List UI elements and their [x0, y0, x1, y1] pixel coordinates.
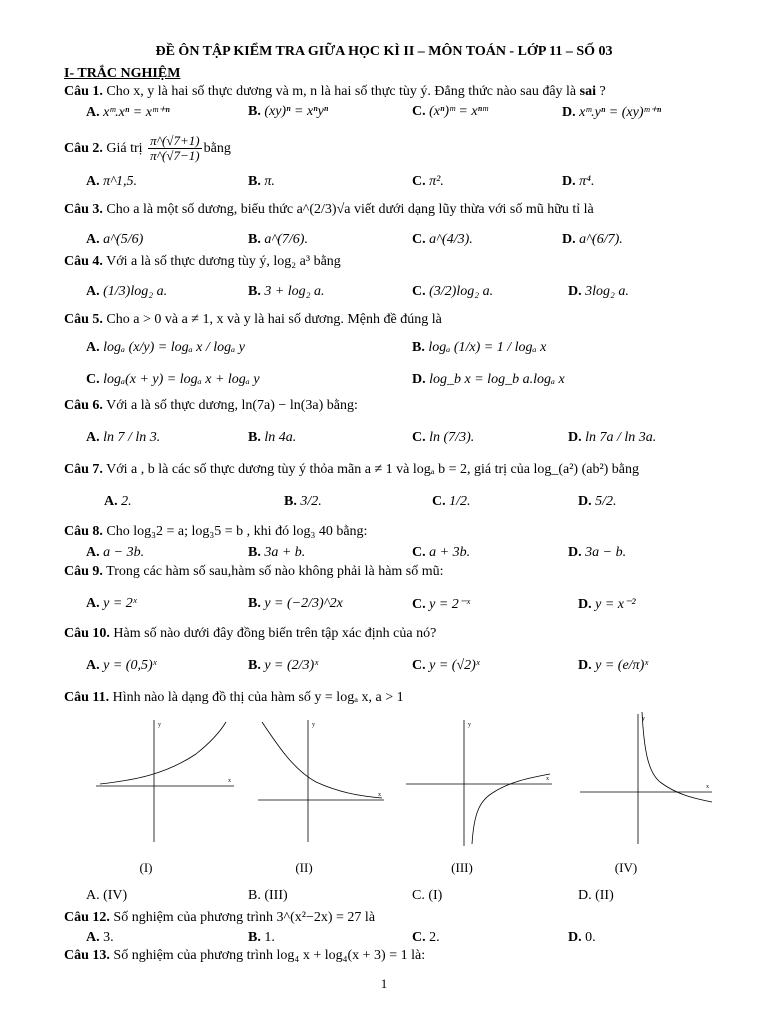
q12-option-a[interactable]: A. 3.	[86, 930, 114, 945]
q4-option-a[interactable]: A. (1/3)log₂ a.	[86, 284, 168, 299]
q1-option-b[interactable]: B. (xy)ⁿ = xⁿyⁿ	[248, 104, 329, 119]
q9-option-d[interactable]: D. y = x⁻²	[578, 597, 636, 612]
question-3: Câu 3. Cho a là một số dương, biểu thức a^(2/3)√a viết dưới dạng lũy thừa với số mũ hữu tỉ là	[64, 202, 594, 217]
q8-option-b[interactable]: B. 3a + b.	[248, 545, 306, 560]
question-9: Câu 9. Trong các hàm số sau,hàm số nào không phải là hàm số mũ:	[64, 564, 444, 579]
q10-option-c[interactable]: C. y = (√2)ˣ	[412, 658, 480, 673]
exam-title: ĐỀ ÔN TẬP KIỂM TRA GIỮA HỌC KÌ II – MÔN TOÁN - LỚP 11 – SỐ 03	[155, 44, 613, 59]
q5-option-c[interactable]: C. logₐ(x + y) = logₐ x + logₐ y	[86, 372, 260, 387]
q7-option-d[interactable]: D. 5/2.	[578, 494, 617, 509]
q9-option-b[interactable]: B. y = (−2/3)^2x	[248, 596, 343, 611]
q7-option-b[interactable]: B. 3/2.	[284, 494, 322, 509]
q5-option-d[interactable]: D. log_b x = log_b a.logₐ x	[412, 372, 565, 387]
question-5: Câu 5. Cho a > 0 và a ≠ 1, x và y là hai số dương. Mệnh đề đúng là	[64, 312, 442, 327]
q3-option-a[interactable]: A. a^(5/6)	[86, 232, 144, 247]
q6-option-d[interactable]: D. ln 7a / ln 3a.	[568, 430, 657, 445]
graph-2	[258, 716, 386, 844]
question-7: Câu 7. Với a , b là các số thực dương tùy ý thỏa mãn a ≠ 1 và logₐ b = 2, giá trị của log_(a²) (ab²) bằng	[64, 462, 640, 477]
q12-option-b[interactable]: B. 1.	[248, 930, 275, 945]
q1-option-c[interactable]: C. (xⁿ)ᵐ = xⁿᵐ	[412, 104, 488, 119]
q11-option-a[interactable]: A. (IV)	[86, 888, 128, 903]
svg-text:x: x	[546, 776, 549, 782]
q6-option-c[interactable]: C. ln (7/3).	[412, 430, 475, 445]
question-13: Câu 13. Số nghiệm của phương trình log₄ x + log₄(x + 3) = 1 là:	[64, 948, 426, 963]
question-6: Câu 6. Với a là số thực dương, ln(7a) − ln(3a) bằng:	[64, 398, 358, 413]
svg-text:x: x	[228, 778, 231, 784]
q3-option-d[interactable]: D. a^(6/7).	[562, 232, 623, 247]
graph-1	[96, 716, 236, 844]
graph-label-2: (II)	[295, 860, 313, 875]
graph-3	[406, 716, 554, 848]
question-10: Câu 10. Hàm số nào dưới đây đồng biến trên tập xác định của nó?	[64, 626, 437, 641]
q4-option-c[interactable]: C. (3/2)log₂ a.	[412, 284, 494, 299]
question-11: Câu 11. Hình nào là dạng đồ thị của hàm số y = logₐ x, a > 1	[64, 690, 404, 705]
svg-text:x: x	[378, 792, 381, 798]
question-8: Câu 8. Cho log₃2 = a; log₃5 = b , khi đó log₃ 40 bằng:	[64, 524, 368, 539]
q10-option-a[interactable]: A. y = (0,5)ˣ	[86, 658, 157, 673]
q7-option-a[interactable]: A. 2.	[104, 494, 132, 509]
question-12: Câu 12. Số nghiệm của phương trình 3^(x²−2x) = 27 là	[64, 910, 376, 925]
q8-option-c[interactable]: C. a + 3b.	[412, 545, 471, 560]
q1-option-d[interactable]: D. xᵐ.yⁿ = (xy)ᵐ⁺ⁿ	[562, 105, 662, 120]
graph-label-4: (IV)	[614, 860, 638, 875]
q10-option-d[interactable]: D. y = (e/π)ˣ	[578, 658, 649, 673]
graph-label-1: (I)	[139, 860, 153, 875]
q2-fraction: $\frac{\pi\^{}(√7+1)}{\pi\^{}(√7-1)}$	[150, 133, 200, 164]
q1-option-a[interactable]: A. xᵐ.xⁿ = xᵐ⁺ⁿ	[86, 105, 170, 120]
q2-option-d[interactable]: D. π⁴.	[562, 174, 595, 189]
q11-option-b[interactable]: B. (III)	[248, 888, 288, 903]
graph-label-3: (III)	[451, 860, 473, 875]
graph-4	[580, 710, 714, 846]
q7-option-c[interactable]: C. 1/2.	[432, 494, 471, 509]
svg-text:x: x	[706, 784, 709, 790]
page-number: 1	[380, 976, 388, 991]
q9-option-c[interactable]: C. y = 2⁻ˣ	[412, 597, 471, 612]
question-4: Câu 4. Với a là số thực dương tùy ý, log₂ a³ bằng	[64, 254, 341, 269]
q6-option-b[interactable]: B. ln 4a.	[248, 430, 297, 445]
q9-option-a[interactable]: A. y = 2ˣ	[86, 596, 137, 611]
question-1: Câu 1. Cho x, y là hai số thực dương và m, n là hai số thực tùy ý. Đẳng thức nào sau đây là sai ?	[64, 84, 606, 99]
q6-option-a[interactable]: A. ln 7 / ln 3.	[86, 430, 161, 445]
q4-option-d[interactable]: D. 3log₂ a.	[568, 284, 629, 299]
q2-option-b[interactable]: B. π.	[248, 174, 275, 189]
question-2: Câu 2. Giá trị $\frac{\pi\^{}(√7+1)}{\pi\^{}(√7-1)}$ bằng	[64, 133, 231, 164]
svg-text:y: y	[312, 722, 315, 728]
q3-option-b[interactable]: B. a^(7/6).	[248, 232, 308, 247]
q4-option-b[interactable]: B. 3 + log₂ a.	[248, 284, 325, 299]
q12-option-c[interactable]: C. 2.	[412, 930, 440, 945]
q2-option-a[interactable]: A. π^1,5.	[86, 174, 138, 189]
q5-option-b[interactable]: B. logₐ (1/x) = 1 / logₐ x	[412, 340, 547, 355]
q10-option-b[interactable]: B. y = (2/3)ˣ	[248, 658, 319, 673]
section-heading: I- TRẮC NGHIỆM	[64, 66, 181, 81]
q2-option-c[interactable]: C. π².	[412, 174, 444, 189]
q12-option-d[interactable]: D. 0.	[568, 930, 596, 945]
svg-text:y: y	[158, 722, 161, 728]
svg-text:y: y	[468, 722, 471, 728]
q3-option-c[interactable]: C. a^(4/3).	[412, 232, 473, 247]
q11-option-c[interactable]: C. (I)	[412, 888, 443, 903]
q5-option-a[interactable]: A. logₐ (x/y) = logₐ x / logₐ y	[86, 340, 245, 355]
q8-option-a[interactable]: A. a − 3b.	[86, 545, 145, 560]
q11-option-d[interactable]: D. (II)	[578, 888, 614, 903]
svg-text:y: y	[642, 716, 645, 722]
q8-option-d[interactable]: D. 3a − b.	[568, 545, 627, 560]
